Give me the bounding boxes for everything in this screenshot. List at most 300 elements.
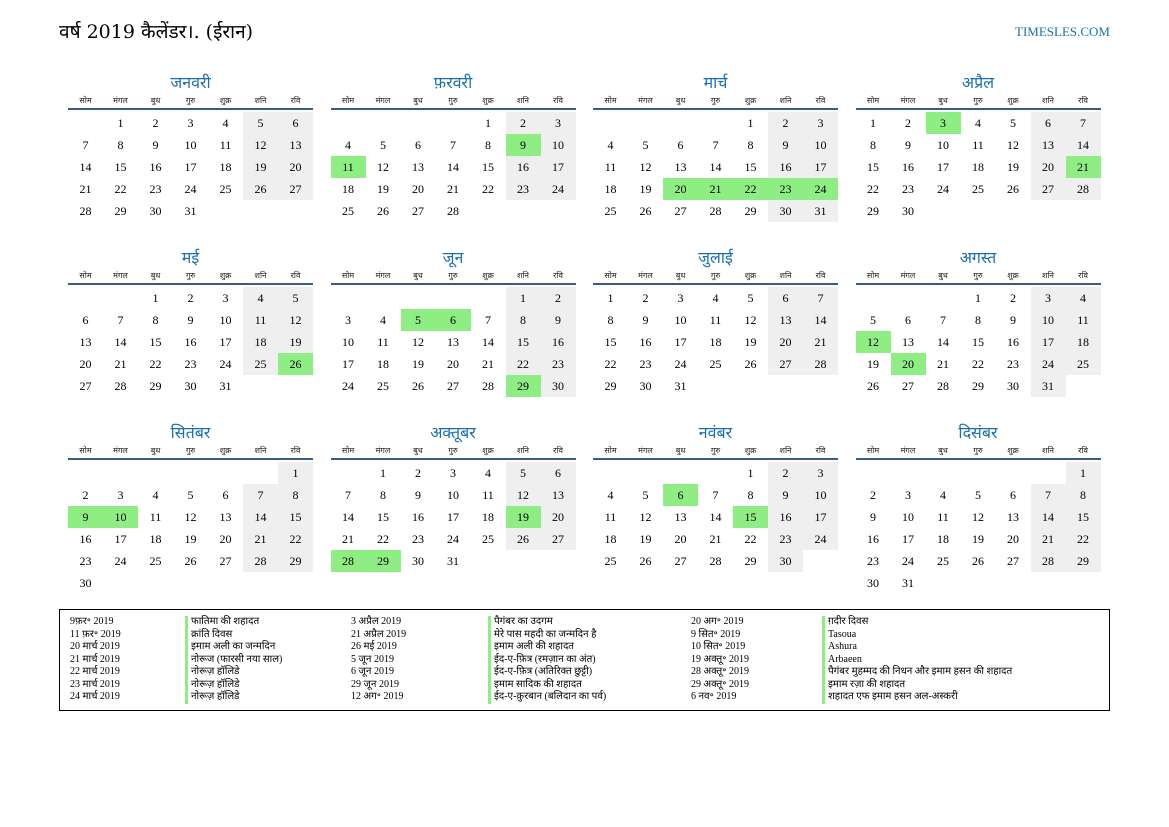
day-cell: 20: [219, 532, 232, 546]
day-cell: 22: [149, 357, 162, 371]
day-cell: 19: [377, 182, 389, 196]
day-cell: 21: [447, 182, 459, 196]
day-cell: 22: [506, 353, 541, 375]
day-cell: 13: [219, 510, 232, 524]
day-cell: 29: [149, 379, 162, 393]
empty-cell: [103, 287, 138, 309]
day-cell: 5: [1010, 116, 1016, 130]
holiday-date: 3 अप्रैल 2019: [351, 616, 402, 627]
holiday-day-cell: 15: [733, 506, 768, 528]
month-name: जनवरी: [170, 73, 211, 92]
day-cell: 16: [79, 532, 92, 546]
header-rule: [68, 283, 313, 285]
weekday-header: रवि: [815, 271, 826, 280]
empty-cell: [401, 287, 436, 309]
day-cell: 25: [377, 379, 389, 393]
day-cell: 1: [870, 116, 876, 130]
day-cell: 21: [79, 182, 92, 196]
empty-cell: [331, 287, 366, 309]
day-cell: 13: [902, 335, 914, 349]
empty-cell: [436, 112, 471, 134]
day-cell: 24: [342, 379, 354, 393]
day-cell: 5: [243, 112, 278, 134]
weekday-header: शनि: [517, 446, 529, 455]
day-cell: 1: [506, 287, 541, 309]
day-cell: 7: [1031, 484, 1066, 506]
day-cell: 14: [243, 506, 278, 528]
day-cell: 6: [677, 138, 684, 152]
holiday-date: 21 अप्रैल 2019: [351, 628, 407, 640]
empty-cell: [401, 112, 436, 134]
day-cell: 17: [803, 506, 838, 528]
day-cell: 30: [1007, 379, 1019, 393]
day-cell: 8: [117, 138, 124, 152]
holiday-day-cell: 9: [68, 506, 103, 528]
day-cell: 3: [803, 112, 838, 134]
day-cell: 22: [377, 532, 389, 546]
day-cell: 4: [940, 488, 946, 502]
day-cell: 22: [867, 182, 879, 196]
day-cell: 2: [870, 488, 876, 502]
weekday-header: गुरु: [448, 271, 458, 280]
day-cell: 27: [412, 204, 424, 218]
day-cell: 7: [82, 138, 89, 152]
empty-cell: [698, 112, 733, 134]
day-cell: 26: [867, 379, 879, 393]
day-cell: 13: [1007, 510, 1019, 524]
holiday-date: 24 मार्च 2019: [70, 691, 120, 702]
day-cell: 12: [412, 335, 424, 349]
header-rule: [593, 108, 838, 110]
day-cell: 4: [152, 488, 159, 502]
day-cell: 10: [447, 488, 459, 502]
month-calendar: [331, 72, 576, 247]
day-cell: 22: [604, 357, 617, 371]
day-cell: 3: [450, 466, 456, 480]
day-cell: 9: [768, 134, 803, 156]
day-cell: 20: [1007, 532, 1019, 546]
holiday-name: शहादत एफ इमाम हसन अल-अस्करी: [822, 691, 1012, 704]
day-cell: 4: [975, 116, 981, 130]
header-rule: [68, 458, 313, 460]
holiday-day-cell: 6: [436, 309, 471, 331]
day-cell: 26: [243, 178, 278, 200]
day-cell: 26: [639, 204, 652, 218]
weekday-header: शुक्र: [219, 96, 232, 105]
day-cell: 2: [152, 116, 159, 130]
month-calendar: [856, 247, 1101, 422]
weekday-header: रवि: [290, 271, 301, 280]
day-cell: 16: [867, 532, 879, 546]
day-cell: 5: [870, 313, 876, 327]
month-calendar: [68, 247, 313, 422]
weekday-header: बुध: [150, 96, 161, 105]
holiday-name: फातिमा की शहादत: [185, 616, 282, 629]
holiday-day-cell: 26: [278, 353, 313, 375]
day-cell: 15: [972, 335, 984, 349]
weekday-header: गुरु: [973, 96, 983, 105]
day-cell: 13: [79, 335, 92, 349]
month-calendar: [331, 422, 576, 597]
holiday-day-cell: 21: [1066, 156, 1101, 178]
weekday-header: गुरु: [710, 96, 721, 105]
weekday-header: रवि: [553, 446, 563, 455]
weekday-header: सोम: [604, 271, 617, 280]
month-calendar: [593, 72, 838, 247]
holiday-date: 29 अक्तू॰ 2019: [691, 678, 749, 690]
day-cell: 9: [870, 510, 876, 524]
day-cell: 16: [1007, 335, 1019, 349]
weekday-header: शुक्र: [1007, 271, 1019, 280]
day-cell: 9: [415, 488, 421, 502]
weekday-header: शुक्र: [744, 271, 757, 280]
holiday-date-column: [691, 616, 749, 704]
day-cell: 25: [709, 357, 722, 371]
day-cell: 22: [1066, 528, 1101, 550]
holiday-day-cell: 29: [506, 375, 541, 397]
day-cell: 16: [902, 160, 914, 174]
day-cell: 24: [541, 178, 576, 200]
empty-cell: [628, 112, 663, 134]
weekday-header: मंगल: [900, 271, 916, 280]
day-cell: 19: [639, 532, 652, 546]
day-cell: 7: [450, 138, 456, 152]
day-cell: 7: [117, 313, 124, 327]
day-cell: 30: [902, 204, 914, 218]
day-cell: 15: [482, 160, 494, 174]
weekday-header: बुध: [413, 96, 423, 105]
day-cell: 2: [415, 466, 421, 480]
day-cell: 3: [117, 488, 124, 502]
day-cell: 5: [506, 462, 541, 484]
holiday-name: नोरूज़ हॉलिडे: [185, 666, 282, 679]
day-cell: 27: [1031, 178, 1066, 200]
weekday-header: रवि: [815, 96, 826, 105]
day-cell: 23: [639, 357, 652, 371]
day-cell: 1: [278, 462, 313, 484]
day-cell: 12: [278, 309, 313, 331]
day-cell: 24: [114, 554, 127, 568]
day-cell: 13: [541, 484, 576, 506]
empty-cell: [961, 462, 996, 484]
weekday-header: शुक्र: [744, 96, 757, 105]
day-cell: 17: [219, 335, 232, 349]
day-cell: 14: [1066, 134, 1101, 156]
weekday-header: शनि: [1042, 96, 1054, 105]
holiday-name: इमाम अली की शहादत: [488, 641, 606, 654]
day-cell: 21: [243, 528, 278, 550]
weekday-header: शुक्र: [482, 271, 494, 280]
day-cell: 15: [377, 510, 389, 524]
day-cell: 25: [604, 554, 617, 568]
day-grid: [68, 444, 313, 594]
weekday-header: शनि: [517, 271, 529, 280]
day-cell: 10: [803, 134, 838, 156]
weekday-header: सोम: [341, 96, 355, 105]
day-cell: 30: [79, 576, 92, 590]
month-calendar: [856, 422, 1101, 597]
site-link[interactable]: TIMESLES.COM: [1015, 24, 1110, 39]
holiday-name: पैगंबर का उदगम: [488, 616, 606, 629]
weekday-header: रवि: [290, 96, 301, 105]
holiday-name: इमाम रज़ा की शहादत: [822, 679, 1012, 692]
day-cell: 17: [803, 156, 838, 178]
day-cell: 17: [342, 357, 354, 371]
holiday-date: 22 मार्च 2019: [70, 666, 120, 677]
day-cell: 25: [1066, 353, 1101, 375]
empty-cell: [926, 462, 961, 484]
holiday-day-cell: 12: [856, 331, 891, 353]
weekday-header: शुक्र: [1007, 446, 1019, 455]
day-cell: 9: [541, 309, 576, 331]
weekday-header: सोम: [79, 446, 92, 455]
header-rule: [331, 458, 576, 460]
empty-cell: [68, 287, 103, 309]
day-cell: 11: [1066, 309, 1101, 331]
month-name: मार्च: [703, 73, 728, 92]
weekday-header: सोम: [79, 271, 92, 280]
weekday-header: शनि: [254, 96, 267, 105]
day-cell: 17: [184, 160, 197, 174]
day-cell: 18: [1066, 331, 1101, 353]
holiday-day-cell: 5: [401, 309, 436, 331]
weekday-header: बुध: [413, 271, 423, 280]
day-cell: 24: [902, 554, 914, 568]
day-cell: 7: [803, 287, 838, 309]
day-cell: 4: [222, 116, 229, 130]
day-cell: 7: [712, 488, 719, 502]
day-cell: 19: [744, 335, 757, 349]
day-cell: 22: [972, 357, 984, 371]
day-cell: 5: [975, 488, 981, 502]
day-cell: 15: [114, 160, 127, 174]
day-cell: 25: [243, 353, 278, 375]
day-cell: 29: [1066, 550, 1101, 572]
holiday-date: 6 नव॰ 2019: [691, 691, 737, 702]
header-rule: [856, 458, 1101, 460]
day-cell: 14: [803, 309, 838, 331]
day-cell: 26: [412, 379, 424, 393]
day-cell: 1: [152, 291, 159, 305]
day-cell: 12: [184, 510, 197, 524]
day-cell: 31: [674, 379, 687, 393]
weekday-header: बुध: [938, 446, 948, 455]
day-cell: 1: [975, 291, 981, 305]
holiday-date: 28 अक्तू॰ 2019: [691, 666, 749, 677]
day-cell: 2: [642, 291, 649, 305]
day-cell: 4: [485, 466, 491, 480]
day-cell: 20: [278, 156, 313, 178]
day-cell: 1: [607, 291, 614, 305]
day-cell: 26: [972, 554, 984, 568]
month-calendar: [331, 247, 576, 422]
day-cell: 15: [1066, 506, 1101, 528]
day-cell: 4: [380, 313, 386, 327]
day-cell: 30: [541, 375, 576, 397]
empty-cell: [856, 287, 891, 309]
day-cell: 14: [1031, 506, 1066, 528]
holiday-day-cell: 22: [733, 178, 768, 200]
day-cell: 15: [506, 331, 541, 353]
day-cell: 10: [342, 335, 354, 349]
day-cell: 14: [114, 335, 127, 349]
day-cell: 27: [1007, 554, 1019, 568]
day-cell: 18: [937, 532, 949, 546]
weekday-header: गुरु: [448, 446, 458, 455]
day-cell: 11: [377, 335, 389, 349]
day-cell: 5: [642, 488, 649, 502]
day-cell: 17: [937, 160, 949, 174]
day-cell: 24: [447, 532, 459, 546]
month-name: दिसंबर: [958, 423, 998, 442]
day-cell: 8: [485, 138, 491, 152]
day-cell: 29: [604, 379, 617, 393]
holiday-name: क्रांति दिवस: [185, 629, 282, 642]
holiday-name: ग़दीर दिवस: [822, 616, 1012, 629]
day-cell: 28: [803, 353, 838, 375]
day-cell: 1: [1066, 462, 1101, 484]
day-cell: 14: [79, 160, 92, 174]
day-cell: 30: [768, 200, 803, 222]
day-cell: 30: [867, 576, 879, 590]
day-cell: 25: [482, 532, 494, 546]
day-cell: 20: [412, 182, 424, 196]
header-rule: [68, 108, 313, 110]
day-cell: 3: [187, 116, 194, 130]
day-cell: 3: [345, 313, 351, 327]
holiday-day-cell: 29: [366, 550, 401, 572]
weekday-header: शुक्र: [482, 446, 494, 455]
day-cell: 16: [768, 506, 803, 528]
empty-cell: [173, 462, 208, 484]
day-cell: 3: [677, 291, 684, 305]
weekday-header: गुरु: [973, 271, 983, 280]
holiday-name-column: [488, 616, 606, 704]
day-cell: 28: [114, 379, 127, 393]
day-cell: 22: [114, 182, 127, 196]
day-cell: 3: [803, 462, 838, 484]
day-cell: 9: [187, 313, 194, 327]
day-cell: 26: [184, 554, 197, 568]
empty-cell: [208, 462, 243, 484]
weekday-header: शुक्र: [744, 446, 757, 455]
day-grid: [68, 269, 313, 397]
day-cell: 16: [506, 156, 541, 178]
day-grid: [593, 269, 838, 397]
weekday-header: बुध: [413, 446, 423, 455]
day-cell: 14: [709, 510, 722, 524]
day-cell: 30: [768, 550, 803, 572]
day-cell: 4: [607, 138, 614, 152]
day-cell: 21: [937, 357, 949, 371]
weekday-header: शनि: [779, 446, 792, 455]
day-cell: 10: [184, 138, 197, 152]
day-cell: 20: [768, 331, 803, 353]
day-cell: 10: [803, 484, 838, 506]
day-cell: 21: [114, 357, 127, 371]
weekday-header: गुरु: [710, 271, 721, 280]
empty-cell: [926, 287, 961, 309]
holiday-name: Arbaeen: [822, 654, 1012, 667]
holiday-date: 26 मई 2019: [351, 641, 397, 652]
day-cell: 22: [482, 182, 494, 196]
holiday-day-cell: 11: [331, 156, 366, 178]
day-cell: 26: [639, 554, 652, 568]
day-cell: 27: [278, 178, 313, 200]
day-cell: 6: [768, 287, 803, 309]
day-cell: 15: [149, 335, 162, 349]
day-cell: 20: [447, 357, 459, 371]
weekday-header: रवि: [1078, 271, 1088, 280]
holiday-name: ईद-ए-फ़ित्र (रमज़ान का अंत): [488, 654, 606, 667]
day-cell: 14: [937, 335, 949, 349]
day-cell: 23: [79, 554, 92, 568]
day-cell: 27: [447, 379, 459, 393]
day-cell: 3: [222, 291, 229, 305]
day-cell: 3: [1031, 287, 1066, 309]
day-cell: 13: [278, 134, 313, 156]
day-cell: 2: [506, 112, 541, 134]
day-cell: 13: [1031, 134, 1066, 156]
empty-cell: [593, 112, 628, 134]
day-cell: 17: [674, 335, 687, 349]
empty-cell: [366, 287, 401, 309]
day-cell: 26: [744, 357, 757, 371]
day-cell: 18: [604, 182, 617, 196]
day-cell: 2: [768, 462, 803, 484]
day-cell: 1: [485, 116, 491, 130]
holiday-name: इमाम सादिक की शहादत: [488, 679, 606, 692]
day-cell: 18: [219, 160, 232, 174]
day-cell: 27: [79, 379, 92, 393]
day-cell: 28: [482, 379, 494, 393]
weekday-header: बुध: [675, 96, 686, 105]
day-cell: 27: [674, 204, 687, 218]
holiday-date: 5 जून 2019: [351, 653, 394, 665]
day-cell: 26: [1007, 182, 1019, 196]
day-cell: 27: [219, 554, 232, 568]
day-cell: 12: [243, 134, 278, 156]
day-cell: 16: [184, 335, 197, 349]
weekday-header: बुध: [150, 271, 161, 280]
day-cell: 13: [674, 510, 687, 524]
weekday-header: रवि: [1078, 96, 1088, 105]
day-cell: 28: [709, 554, 722, 568]
holiday-day-cell: 20: [663, 178, 698, 200]
weekday-header: मंगल: [375, 96, 391, 105]
day-cell: 5: [187, 488, 194, 502]
month-name: सितंबर: [170, 423, 211, 442]
day-cell: 20: [1031, 156, 1066, 178]
day-cell: 13: [447, 335, 459, 349]
holiday-day-cell: 3: [926, 112, 961, 134]
day-cell: 16: [639, 335, 652, 349]
holiday-date: 11 फ़र॰ 2019: [70, 628, 121, 640]
day-cell: 19: [412, 357, 424, 371]
day-cell: 1: [380, 466, 386, 480]
day-cell: 9: [1010, 313, 1016, 327]
empty-cell: [698, 462, 733, 484]
day-cell: 12: [972, 510, 984, 524]
day-cell: 8: [870, 138, 876, 152]
day-cell: 21: [482, 357, 494, 371]
day-cell: 24: [184, 182, 197, 196]
day-cell: 1: [747, 466, 754, 480]
holiday-day-cell: 20: [891, 353, 926, 375]
weekday-header: रवि: [290, 446, 301, 455]
day-cell: 27: [541, 528, 576, 550]
month-name: मई: [181, 248, 200, 267]
